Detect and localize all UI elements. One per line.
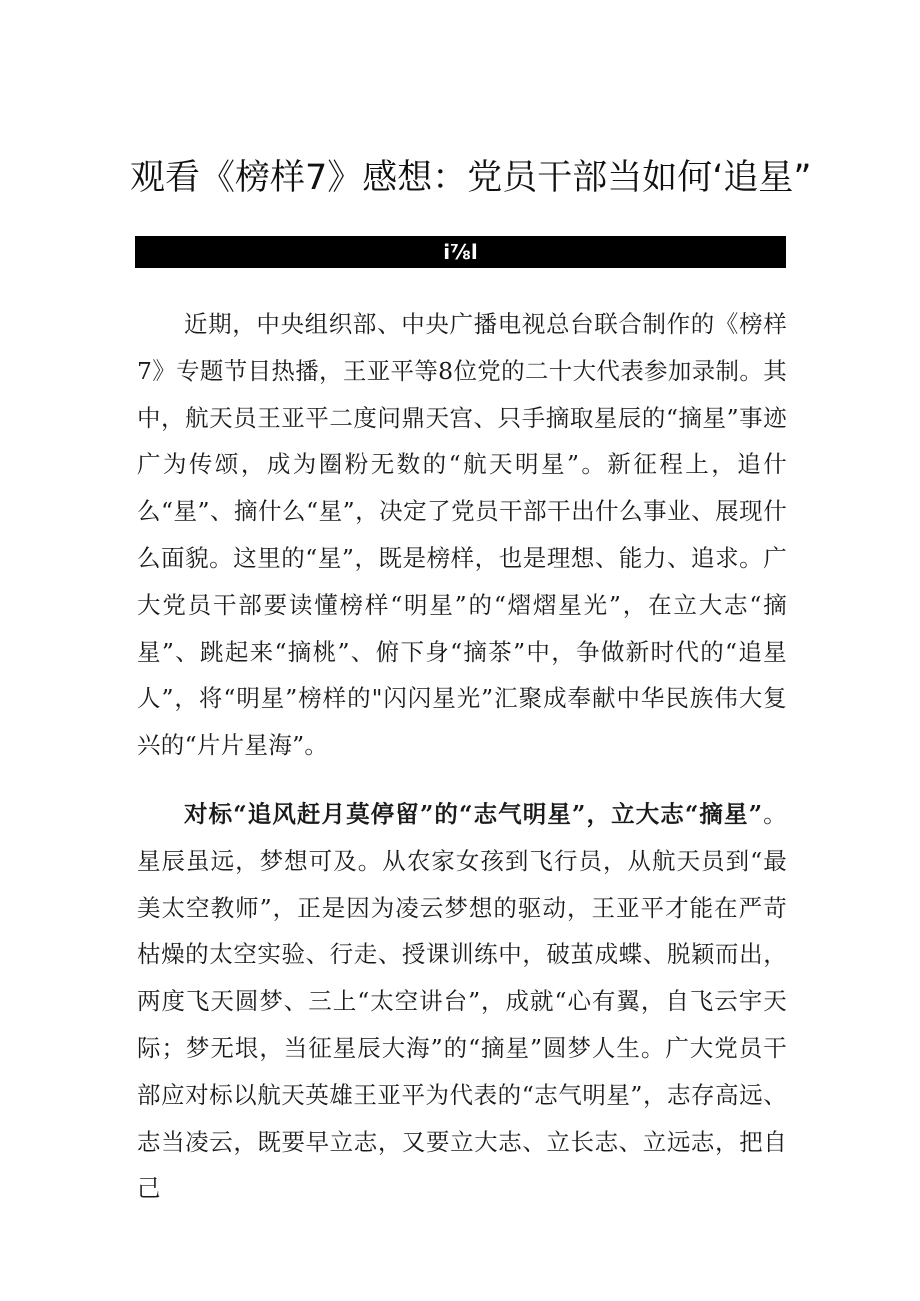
paragraph-section-1 — [137, 791, 787, 1212]
paragraph-body: 。星辰虽远，梦想可及。从农家女孩到飞行员，从航天员到“最美太空教师”，正是因为凌云梦想的驱动，王亚平才能在严苛枯燥的太空实验、行走、授课训练中，破茧成蝶、脱颖而出，两度飞天圆梦、三上“太空讲台”，成就“心有翼，自飞云宇天际；梦无垠，当征星辰大海”的“摘星”圆梦人生。广大党员干部应对标以航天英雄王亚平为代表的“志气明星”，志存高远、志当凌云，既要早立志，又要立大志、立长志、立远志，把自己 — [137, 800, 787, 1203]
paragraph-lead-heading: 对标“追风赶月莫停留”的“志气明星”，立大志“摘星” — [184, 800, 763, 828]
paragraph-intro: 近期，中央组织部、中央广播电视总台联合制作的《榜样7》专题节目热播，王亚平等8位党的二十大代表参加录制。其中，航天员王亚平二度问鼎天宫、只手摘取星辰的“摘星”事迹广为传颂，成为圈粉无数的“航天明星”。新征程上，追什么“星”、摘什么“星”，决定了党员干部干出什么事业、展现什么面貌。这里的“星”，既是榜样，也是理想、能力、追求。广大党员干部要读懂榜样“明星”的“熠熠星光”，在立大志“摘星”、跳起来“摘桃”、俯下身“摘茶”中，争做新时代的“追星人”，将“明星”榜样的"闪闪星光”汇聚成奉献中华民族伟大复兴的“片片星海”。 — [137, 310, 787, 760]
document-title: 观看《榜样7》感想：党员干部当如何‘追星” — [130, 158, 812, 198]
section-banner: i⅞l — [135, 236, 786, 268]
